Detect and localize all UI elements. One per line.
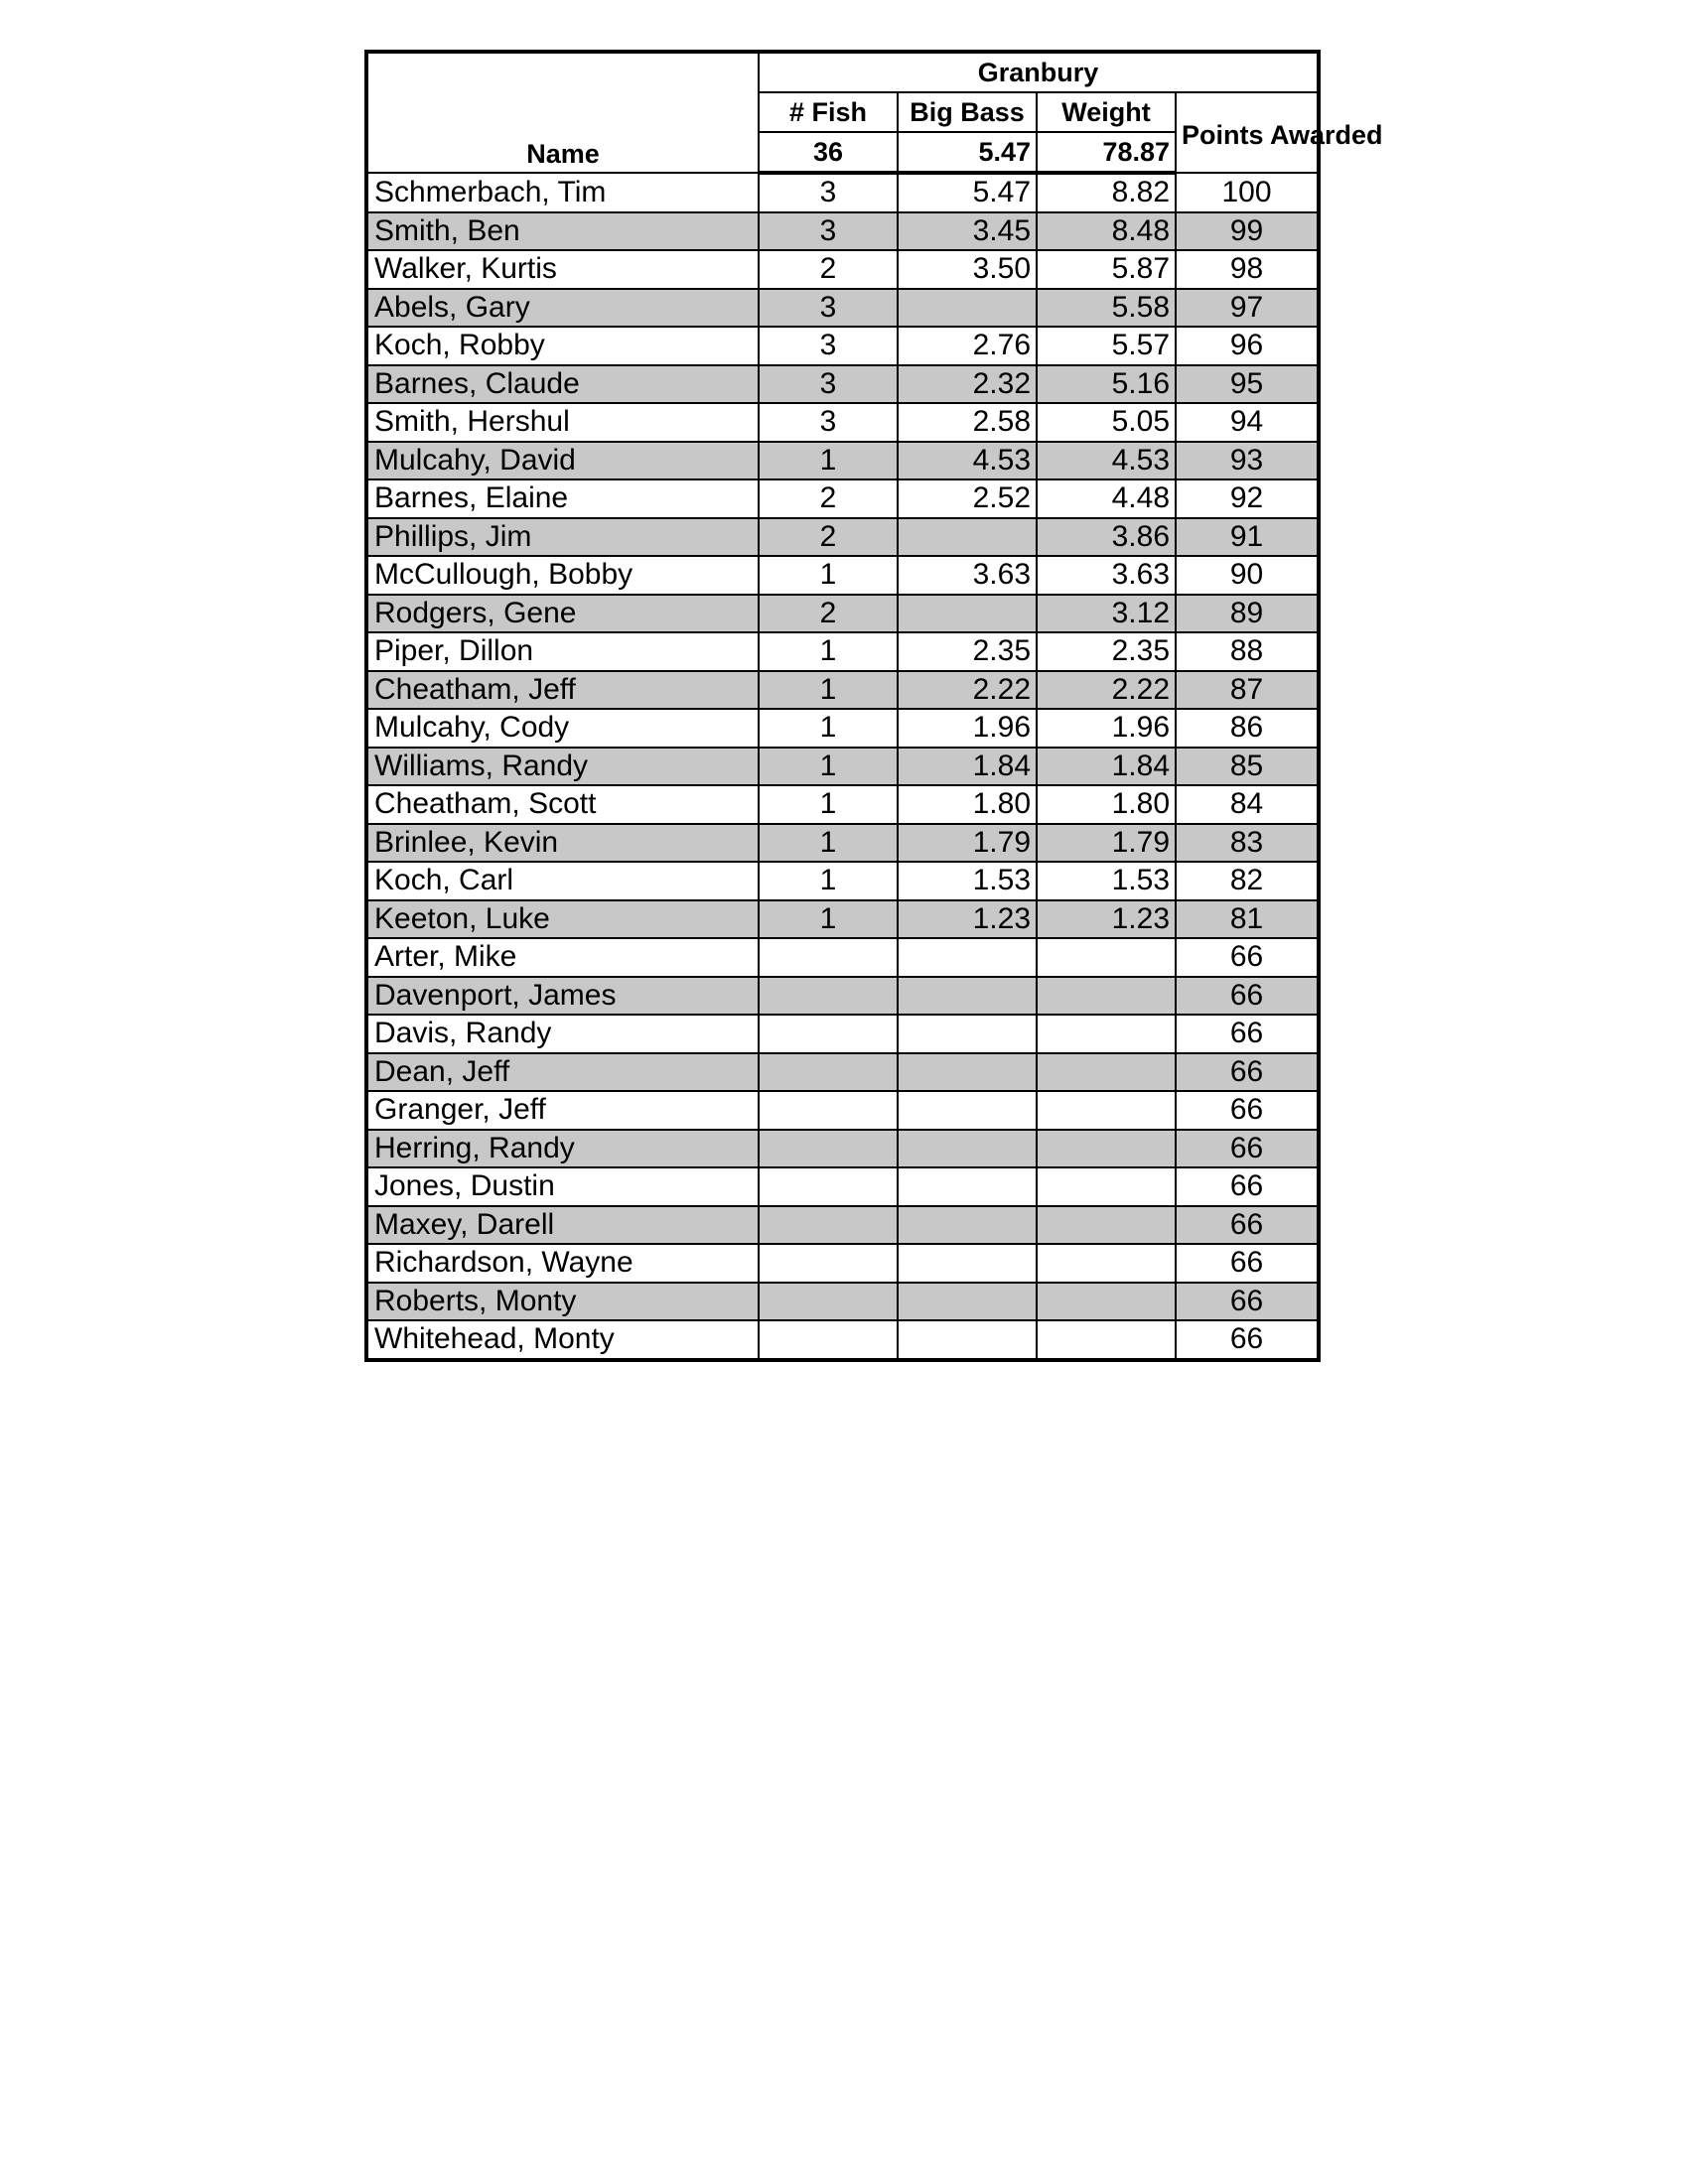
angler-name: Davenport, James: [366, 977, 759, 1016]
angler-name: Walker, Kurtis: [366, 250, 759, 289]
table-row: [366, 938, 1319, 977]
big-bass-value: 2.35: [898, 632, 1037, 671]
weight-value: [1037, 1015, 1176, 1053]
points-value: 100: [1176, 173, 1319, 212]
big-bass-value: [898, 595, 1037, 633]
big-bass-value: 1.79: [898, 824, 1037, 863]
fish-total: 36: [759, 132, 898, 173]
fish-count: 1: [759, 442, 898, 480]
weight-value: 5.05: [1037, 403, 1176, 442]
points-value: 92: [1176, 479, 1319, 518]
fish-count: 1: [759, 900, 898, 939]
fish-count: 1: [759, 748, 898, 786]
big-bass-value: 2.58: [898, 403, 1037, 442]
lake-group-header: Granbury: [759, 52, 1319, 92]
weight-value: 1.80: [1037, 785, 1176, 824]
angler-name: Cheatham, Jeff: [366, 671, 759, 710]
big-bass-value: [898, 1130, 1037, 1168]
points-value: 95: [1176, 365, 1319, 404]
big-bass-value: 1.23: [898, 900, 1037, 939]
angler-name: Barnes, Claude: [366, 365, 759, 404]
big-bass-column-header: Big Bass: [898, 92, 1037, 132]
name-column-header: Name: [366, 52, 759, 173]
big-bass-value: 2.52: [898, 479, 1037, 518]
fish-count: [759, 1206, 898, 1245]
points-value: 85: [1176, 748, 1319, 786]
points-value: 82: [1176, 862, 1319, 900]
angler-name: Richardson, Wayne: [366, 1244, 759, 1283]
weight-value: 1.53: [1037, 862, 1176, 900]
weight-value: [1037, 938, 1176, 977]
big-bass-value: 2.32: [898, 365, 1037, 404]
points-value: 66: [1176, 1320, 1319, 1360]
fish-count: [759, 938, 898, 977]
big-bass-total: 5.47: [898, 132, 1037, 173]
weight-value: 8.82: [1037, 173, 1176, 212]
points-value: 66: [1176, 1206, 1319, 1245]
big-bass-value: [898, 977, 1037, 1016]
table-row: [366, 365, 1319, 404]
table-row: [366, 479, 1319, 518]
angler-name: Whitehead, Monty: [366, 1320, 759, 1360]
table-row: [366, 1320, 1319, 1360]
big-bass-value: 3.63: [898, 556, 1037, 595]
points-value: 66: [1176, 1015, 1319, 1053]
angler-name: Abels, Gary: [366, 289, 759, 328]
points-value: 90: [1176, 556, 1319, 595]
big-bass-value: 1.84: [898, 748, 1037, 786]
points-value: 86: [1176, 709, 1319, 748]
table-row: [366, 1091, 1319, 1130]
points-value: 99: [1176, 212, 1319, 251]
weight-value: 8.48: [1037, 212, 1176, 251]
points-value: 88: [1176, 632, 1319, 671]
angler-name: Arter, Mike: [366, 938, 759, 977]
points-value: 83: [1176, 824, 1319, 863]
points-value: 89: [1176, 595, 1319, 633]
fish-count: [759, 1320, 898, 1360]
points-value: 66: [1176, 938, 1319, 977]
angler-name: Keeton, Luke: [366, 900, 759, 939]
points-value: 66: [1176, 1091, 1319, 1130]
table-row: [366, 1053, 1319, 1092]
table-row: [366, 1167, 1319, 1206]
fish-count: [759, 1167, 898, 1206]
big-bass-value: [898, 1244, 1037, 1283]
weight-value: [1037, 1053, 1176, 1092]
weight-value: 3.12: [1037, 595, 1176, 633]
fish-count: [759, 1091, 898, 1130]
big-bass-value: [898, 1167, 1037, 1206]
angler-name: Maxey, Darell: [366, 1206, 759, 1245]
results-table: [364, 50, 1383, 1362]
points-value: 66: [1176, 977, 1319, 1016]
table-row: [366, 173, 1319, 212]
weight-value: 2.35: [1037, 632, 1176, 671]
fish-count: 1: [759, 632, 898, 671]
weight-value: 5.87: [1037, 250, 1176, 289]
points-value: 93: [1176, 442, 1319, 480]
fish-count: 3: [759, 365, 898, 404]
table-row: [366, 632, 1319, 671]
points-value: 81: [1176, 900, 1319, 939]
big-bass-value: 1.96: [898, 709, 1037, 748]
points-column-header: Points Awarded: [1176, 92, 1319, 173]
fish-count: 3: [759, 173, 898, 212]
table-row: [366, 403, 1319, 442]
weight-value: [1037, 1283, 1176, 1321]
big-bass-value: [898, 1053, 1037, 1092]
points-value: 66: [1176, 1283, 1319, 1321]
weight-column-header: Weight: [1037, 92, 1176, 132]
fish-count: [759, 1283, 898, 1321]
angler-name: Barnes, Elaine: [366, 479, 759, 518]
angler-name: Rodgers, Gene: [366, 595, 759, 633]
table-row: [366, 785, 1319, 824]
points-value: 98: [1176, 250, 1319, 289]
fish-count: 2: [759, 479, 898, 518]
angler-name: Mulcahy, Cody: [366, 709, 759, 748]
angler-name: Dean, Jeff: [366, 1053, 759, 1092]
weight-value: [1037, 1206, 1176, 1245]
weight-value: [1037, 1244, 1176, 1283]
table-row: [366, 1244, 1319, 1283]
big-bass-value: [898, 938, 1037, 977]
fish-count: 3: [759, 403, 898, 442]
big-bass-value: 2.22: [898, 671, 1037, 710]
weight-value: 1.79: [1037, 824, 1176, 863]
fish-count: 1: [759, 785, 898, 824]
table-row: [366, 1130, 1319, 1168]
big-bass-value: 2.76: [898, 327, 1037, 365]
table-row: [366, 1206, 1319, 1245]
table-row: [366, 442, 1319, 480]
big-bass-value: [898, 518, 1037, 557]
fish-count: [759, 1130, 898, 1168]
table-row: [366, 556, 1319, 595]
big-bass-value: 1.53: [898, 862, 1037, 900]
big-bass-value: [898, 1091, 1037, 1130]
points-value: 84: [1176, 785, 1319, 824]
fish-count: 2: [759, 250, 898, 289]
table-body: [366, 173, 1319, 1360]
table-row: [366, 977, 1319, 1016]
big-bass-value: [898, 1283, 1037, 1321]
weight-value: [1037, 1320, 1176, 1360]
points-value: 87: [1176, 671, 1319, 710]
angler-name: Brinlee, Kevin: [366, 824, 759, 863]
angler-name: Phillips, Jim: [366, 518, 759, 557]
header-group-row: [366, 52, 1319, 92]
weight-value: [1037, 1167, 1176, 1206]
weight-value: 1.96: [1037, 709, 1176, 748]
big-bass-value: 5.47: [898, 173, 1037, 212]
weight-total: 78.87: [1037, 132, 1176, 173]
table-row: [366, 595, 1319, 633]
table-header: [366, 52, 1383, 173]
table-row: [366, 1015, 1319, 1053]
angler-name: Davis, Randy: [366, 1015, 759, 1053]
points-value: 66: [1176, 1130, 1319, 1168]
table-row: [366, 518, 1319, 557]
table-row: [366, 327, 1319, 365]
table-row: [366, 862, 1319, 900]
weight-value: 1.84: [1037, 748, 1176, 786]
fish-count: 3: [759, 289, 898, 328]
angler-name: Herring, Randy: [366, 1130, 759, 1168]
weight-value: 3.86: [1037, 518, 1176, 557]
weight-value: 5.57: [1037, 327, 1176, 365]
weight-value: [1037, 977, 1176, 1016]
table-row: [366, 250, 1319, 289]
points-value: 66: [1176, 1244, 1319, 1283]
fish-column-header: # Fish: [759, 92, 898, 132]
big-bass-value: 1.80: [898, 785, 1037, 824]
weight-value: 4.48: [1037, 479, 1176, 518]
angler-name: Roberts, Monty: [366, 1283, 759, 1321]
fish-count: 3: [759, 212, 898, 251]
fish-count: 1: [759, 709, 898, 748]
fish-count: 1: [759, 556, 898, 595]
angler-name: Smith, Ben: [366, 212, 759, 251]
big-bass-value: 3.45: [898, 212, 1037, 251]
big-bass-value: [898, 1320, 1037, 1360]
angler-name: Williams, Randy: [366, 748, 759, 786]
points-value: 66: [1176, 1167, 1319, 1206]
big-bass-value: 4.53: [898, 442, 1037, 480]
angler-name: Smith, Hershul: [366, 403, 759, 442]
weight-value: 5.58: [1037, 289, 1176, 328]
table-row: [366, 671, 1319, 710]
angler-name: Piper, Dillon: [366, 632, 759, 671]
weight-value: 3.63: [1037, 556, 1176, 595]
angler-name: Granger, Jeff: [366, 1091, 759, 1130]
weight-value: [1037, 1130, 1176, 1168]
fish-count: 1: [759, 824, 898, 863]
weight-value: 1.23: [1037, 900, 1176, 939]
fish-count: [759, 1053, 898, 1092]
points-value: 97: [1176, 289, 1319, 328]
fish-count: 2: [759, 595, 898, 633]
angler-name: Schmerbach, Tim: [366, 173, 759, 212]
points-value: 94: [1176, 403, 1319, 442]
table-row: [366, 709, 1319, 748]
table-row: [366, 748, 1319, 786]
angler-name: Jones, Dustin: [366, 1167, 759, 1206]
fish-count: 2: [759, 518, 898, 557]
table-row: [366, 1283, 1319, 1321]
fish-count: [759, 1244, 898, 1283]
weight-value: [1037, 1091, 1176, 1130]
angler-name: McCullough, Bobby: [366, 556, 759, 595]
angler-name: Koch, Robby: [366, 327, 759, 365]
fish-count: 1: [759, 862, 898, 900]
fish-count: 3: [759, 327, 898, 365]
table-row: [366, 900, 1319, 939]
points-value: 66: [1176, 1053, 1319, 1092]
angler-name: Koch, Carl: [366, 862, 759, 900]
table-row: [366, 824, 1319, 863]
table-row: [366, 212, 1319, 251]
fish-count: 1: [759, 671, 898, 710]
table-row: [366, 289, 1319, 328]
fish-count: [759, 977, 898, 1016]
points-value: 91: [1176, 518, 1319, 557]
weight-value: 4.53: [1037, 442, 1176, 480]
big-bass-value: 3.50: [898, 250, 1037, 289]
weight-value: 2.22: [1037, 671, 1176, 710]
big-bass-value: [898, 1015, 1037, 1053]
angler-name: Mulcahy, David: [366, 442, 759, 480]
angler-name: Cheatham, Scott: [366, 785, 759, 824]
points-value: 96: [1176, 327, 1319, 365]
big-bass-value: [898, 1206, 1037, 1245]
weight-value: 5.16: [1037, 365, 1176, 404]
big-bass-value: [898, 289, 1037, 328]
fish-count: [759, 1015, 898, 1053]
